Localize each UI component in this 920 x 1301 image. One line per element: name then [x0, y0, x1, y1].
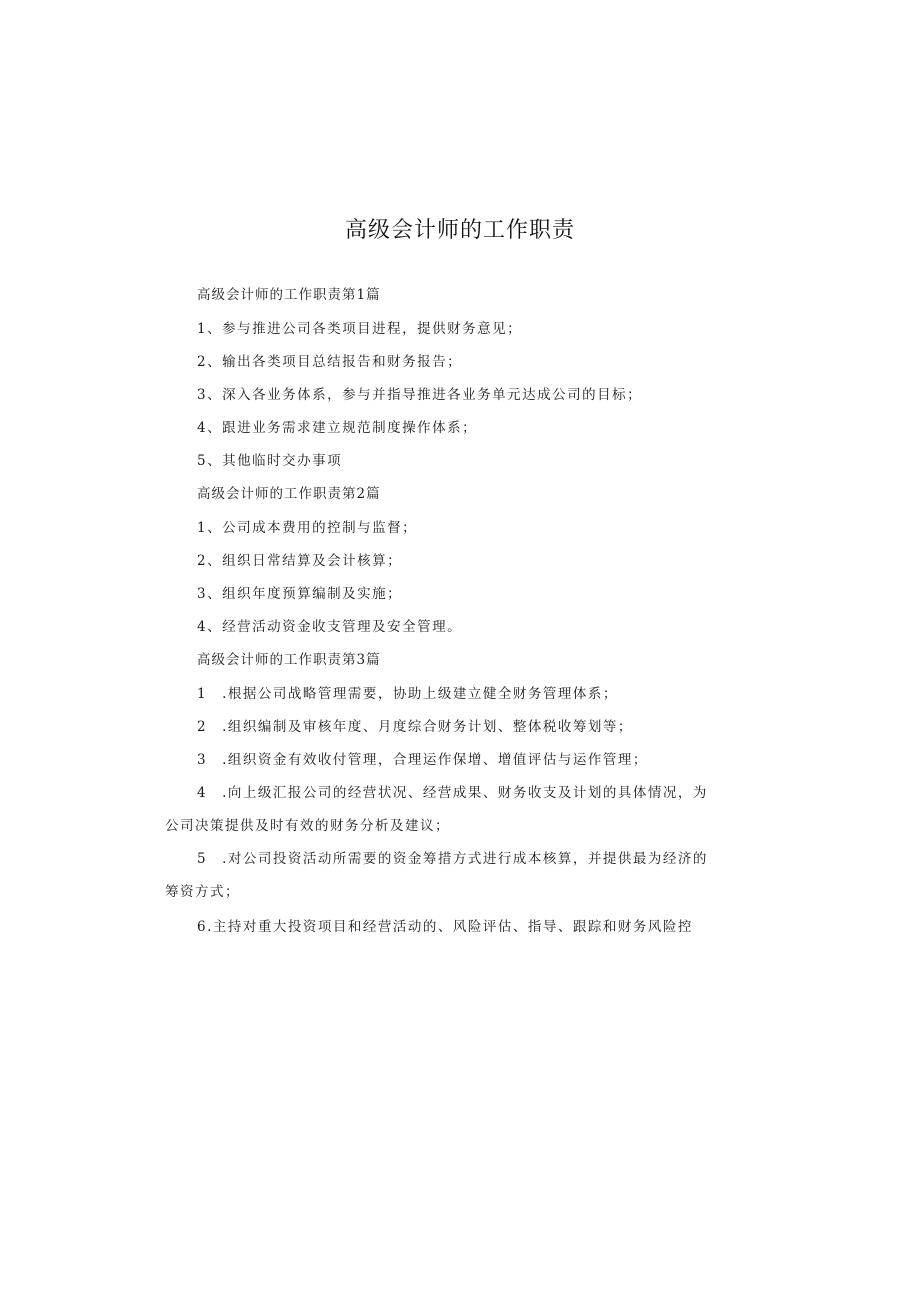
- list-item: 2、输出各类项目总结报告和财务报告；: [197, 354, 463, 370]
- list-item: 2、组织日常结算及会计核算；: [197, 553, 403, 569]
- list-item: 3 .组织资金有效收付管理，合理运作保增、增值评估与运作管理；: [197, 752, 648, 768]
- list-item: 1、参与推进公司各类项目进程，提供财务意见；: [197, 321, 523, 337]
- section-1-heading: 高级会计师的工作职责第1篇: [197, 287, 381, 303]
- list-item: 4、跟进业务需求建立规范制度操作体系；: [197, 420, 478, 436]
- list-item: 5 .对公司投资活动所需要的资金筹措方式进行成本核算，并提供最为经济的筹资方式；: [165, 851, 708, 900]
- list-item: 6.主持对重大投资项目和经营活动的、风险评估、指导、跟踪和财务风险控: [197, 919, 693, 935]
- list-item: 1、公司成本费用的控制与监督；: [197, 520, 418, 536]
- list-item: 4、经营活动资金收支管理及安全管理。: [197, 619, 463, 635]
- page-title: 高级会计师的工作职责: [344, 218, 575, 243]
- list-item: 3、组织年度预算编制及实施；: [197, 586, 403, 602]
- list-item: 3、深入各业务体系，参与并指导推进各业务单元达成公司的目标；: [197, 387, 643, 403]
- section-3-heading: 高级会计师的工作职责第3篇: [197, 652, 381, 668]
- list-item: 1 .根据公司战略管理需要，协助上级建立健全财务管理体系；: [197, 686, 618, 702]
- list-item: 4 .向上级汇报公司的经营状况、经营成果、财务收支及计划的具体情况，为公司决策提供及时有效的财务分析及建议；: [165, 785, 708, 834]
- list-item: 2 .组织编制及审核年度、月度综合财务计划、整体税收筹划等；: [197, 719, 633, 735]
- section-2-heading: 高级会计师的工作职责第2篇: [197, 486, 381, 502]
- list-item: 5、其他临时交办事项: [197, 453, 343, 469]
